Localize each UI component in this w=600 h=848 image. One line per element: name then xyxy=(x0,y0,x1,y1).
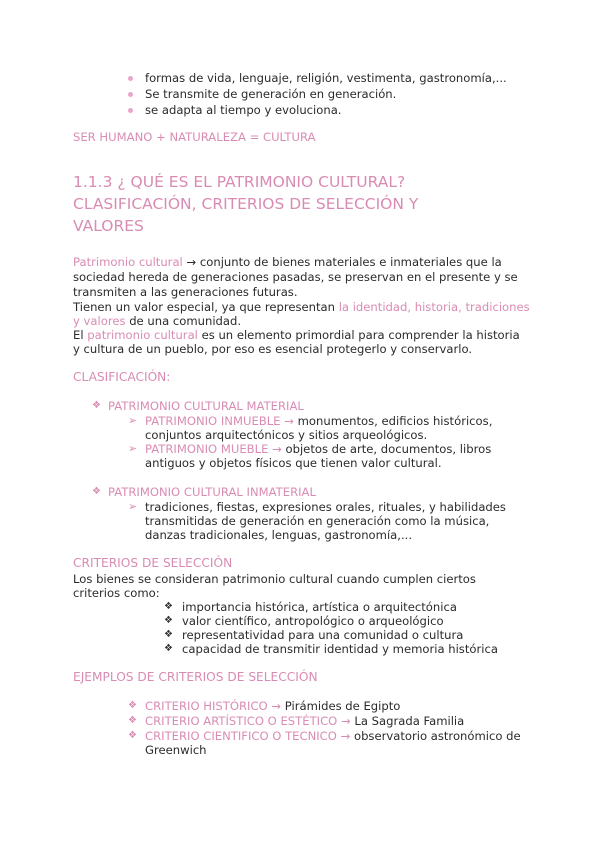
diamond-bullet-icon: ❖ xyxy=(92,486,101,497)
definition-text: de una comunidad. xyxy=(125,314,242,328)
arrowhead-bullet-icon: ➢ xyxy=(128,500,138,513)
definition-text: El xyxy=(73,328,88,342)
ejemplo-item xyxy=(145,714,464,728)
criterios-intro: criterios como: xyxy=(73,586,160,600)
diamond-bullet-icon: ❖ xyxy=(164,601,173,612)
clasificacion-title: CLASIFICACIÓN: xyxy=(73,370,171,384)
diamond-bullet-icon: ❖ xyxy=(128,715,137,726)
ejemplo-item-cont: Greenwich xyxy=(145,743,207,757)
material-label: PATRIMONIO CULTURAL MATERIAL xyxy=(108,399,304,413)
definition-line xyxy=(73,328,520,342)
diamond-bullet-icon: ❖ xyxy=(164,629,173,640)
criterios-title: CRITERIOS DE SELECCIÓN xyxy=(73,556,233,570)
definition-line: transmiten a las generaciones futuras. xyxy=(73,285,298,299)
inmaterial-line: danzas tradicionales, lenguas, gastronomía,... xyxy=(145,528,413,542)
arrowhead-bullet-icon: ➢ xyxy=(128,442,138,455)
highlight-text: y valores xyxy=(73,314,126,328)
inmueble-line xyxy=(145,414,492,428)
definition-line: y cultura de un pueblo, por eso es esencial protegerlo y conservarlo. xyxy=(73,342,473,356)
definition-text: es un elemento primordial para comprender la historia xyxy=(197,328,520,342)
ejemplo-text: observatorio astronómico de xyxy=(350,729,521,743)
definition-line: sociedad hereda de generaciones pasadas, se preservan en el presente y se xyxy=(73,270,518,284)
list-item: formas de vida, lenguaje, religión, vestimenta, gastronomía,... xyxy=(145,71,507,85)
section-title-line2: CLASIFICACIÓN, CRITERIOS DE SELECCIÓN Y xyxy=(73,195,419,213)
diamond-bullet-icon: ❖ xyxy=(128,730,137,741)
ejemplo-item xyxy=(145,729,521,743)
ejemplo-text: Pirámides de Egipto xyxy=(281,699,401,713)
ejemplos-title: EJEMPLOS DE CRITERIOS DE SELECCIÓN xyxy=(73,670,318,684)
mueble-term: PATRIMONIO MUEBLE → xyxy=(145,442,282,456)
ejemplo-term: CRITERIO CIENTIFICO O TECNICO → xyxy=(145,729,351,743)
arrow-icon: → xyxy=(182,255,200,269)
diamond-bullet-icon: ❖ xyxy=(164,615,173,626)
criterio-item: valor científico, antropológico o arqueológico xyxy=(182,614,444,628)
mueble-line xyxy=(145,442,491,456)
definition-text: conjunto de bienes materiales e inmateriales que la xyxy=(199,255,502,269)
list-item: se adapta al tiempo y evoluciona. xyxy=(145,103,342,117)
definition-text: Tienen un valor especial, ya que representan xyxy=(73,300,339,314)
inmaterial-line: transmitidas de generación en generación como la música, xyxy=(145,514,490,528)
diamond-bullet-icon: ❖ xyxy=(164,643,173,654)
inmaterial-line: tradiciones, fiestas, expresiones orales, rituales, y habilidades xyxy=(145,500,506,514)
definition-line xyxy=(73,255,502,269)
criterio-item: capacidad de transmitir identidad y memoria histórica xyxy=(182,642,498,656)
dot-bullet-icon xyxy=(128,92,133,97)
ejemplo-term: CRITERIO HISTÓRICO → xyxy=(145,699,282,713)
ejemplo-term: CRITERIO ARTÍSTICO O ESTÉTICO → xyxy=(145,714,351,728)
definition-term: Patrimonio cultural xyxy=(73,255,183,269)
inmueble-term: PATRIMONIO INMUEBLE → xyxy=(145,414,294,428)
mueble-line: antiguos y objetos físicos que tienen valor cultural. xyxy=(145,456,442,470)
dot-bullet-icon xyxy=(128,108,133,113)
inmueble-line: conjuntos arquitectónicos y sitios arqueológicos. xyxy=(145,428,428,442)
definition-line xyxy=(73,300,530,314)
criterio-item: representatividad para una comunidad o cultura xyxy=(182,628,464,642)
formula-line: SER HUMANO + NATURALEZA = CULTURA xyxy=(73,130,316,144)
inmaterial-label: PATRIMONIO CULTURAL INMATERIAL xyxy=(108,485,316,499)
ejemplo-item xyxy=(145,699,400,713)
section-title-line3: VALORES xyxy=(73,217,144,235)
ejemplo-text: La Sagrada Familia xyxy=(350,714,465,728)
criterio-item: importancia histórica, artística o arquitectónica xyxy=(182,600,457,614)
criterios-intro: Los bienes se consideran patrimonio cultural cuando cumplen ciertos xyxy=(73,572,476,586)
highlight-text: la identidad, historia, tradiciones xyxy=(338,300,530,314)
list-item: Se transmite de generación en generación. xyxy=(145,87,397,101)
mueble-text: objetos de arte, documentos, libros xyxy=(281,442,492,456)
highlight-text: patrimonio cultural xyxy=(87,328,198,342)
inmueble-text: monumentos, edificios históricos, xyxy=(293,414,493,428)
section-title-line1: 1.1.3 ¿ QUÉ ES EL PATRIMONIO CULTURAL? xyxy=(73,173,406,191)
arrowhead-bullet-icon: ➢ xyxy=(128,414,138,427)
definition-line xyxy=(73,314,241,328)
diamond-bullet-icon: ❖ xyxy=(92,400,101,411)
dot-bullet-icon xyxy=(128,76,133,81)
diamond-bullet-icon: ❖ xyxy=(128,700,137,711)
